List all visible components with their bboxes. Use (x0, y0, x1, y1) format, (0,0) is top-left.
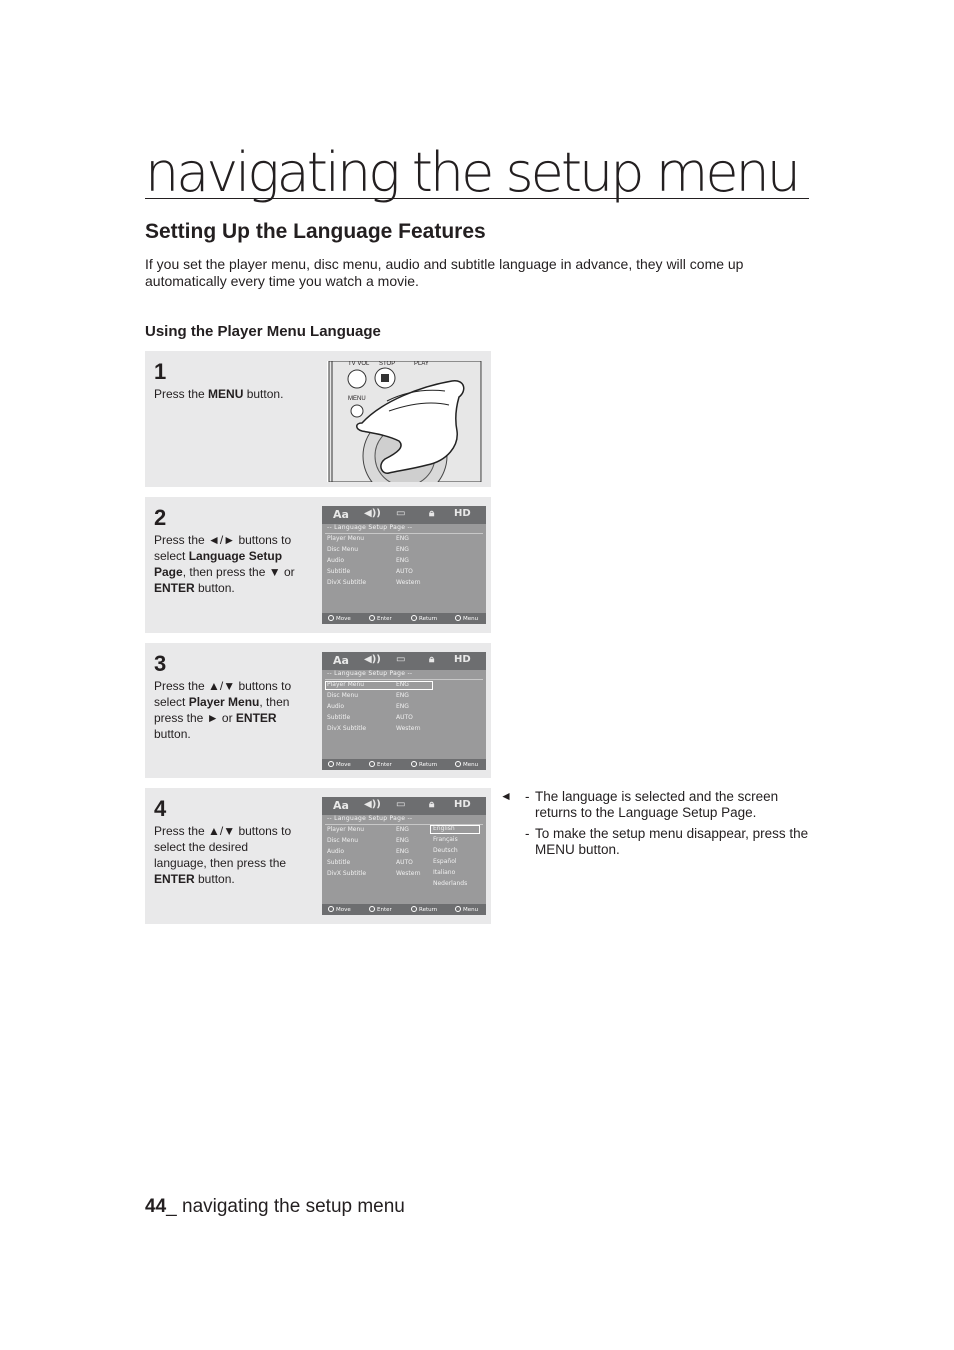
move-hint: Move (328, 761, 351, 768)
subsection-title: Using the Player Menu Language (145, 323, 381, 340)
osd-row-value: AUTO (396, 859, 413, 866)
step-number: 2 (154, 505, 167, 530)
divider (325, 533, 483, 534)
osd-row-value: ENG (396, 703, 409, 710)
hd-icon: HD (454, 654, 471, 665)
osd-row-label: DivX Subtitle (327, 725, 367, 732)
osd-row-value: ENG (396, 681, 409, 688)
enter-hint: Enter (369, 761, 392, 768)
osd-row-label: Audio (327, 848, 345, 855)
language-tab-icon: Aa (333, 508, 349, 521)
move-hint: Move (328, 615, 351, 622)
osd-row-value: Western (396, 870, 421, 877)
lock-icon: 🔒︎ (429, 654, 435, 665)
remote-label-tv-vol: TV VOL (348, 361, 370, 367)
osd-row-value: ENG (396, 535, 409, 542)
osd-row-value: ENG (396, 557, 409, 564)
language-option: Français (433, 836, 458, 843)
osd-row-label: DivX Subtitle (327, 870, 367, 877)
hd-icon: HD (454, 508, 471, 519)
remote-hand-icon (327, 361, 482, 482)
enter-icon (369, 761, 375, 767)
note-text: The language is selected and the screen returns to the Language Setup Page. (535, 789, 779, 820)
osd-row-label: Audio (327, 557, 345, 564)
move-icon (328, 615, 334, 621)
osd-row-value: ENG (396, 848, 409, 855)
page-footer (145, 1196, 405, 1218)
return-icon (411, 906, 417, 912)
step-4 (145, 788, 491, 924)
remote-label-menu: MENU (348, 396, 366, 402)
lock-icon: 🔒︎ (429, 508, 435, 519)
language-option: Español (433, 858, 457, 865)
language-tab-icon: Aa (333, 654, 349, 667)
osd-row-label: Subtitle (327, 568, 351, 575)
remote-control-illustration (327, 361, 482, 482)
remote-label-play: PLAY (414, 361, 429, 367)
step-number: 1 (154, 359, 167, 384)
osd-row-label: Subtitle (327, 714, 351, 721)
menu-hint: Menu (455, 761, 478, 768)
language-option: Italiano (433, 869, 456, 876)
step-instruction: Press the ◄/► buttons to select Language Setup Page, then press the ▼ or ENTER button. (154, 533, 295, 595)
osd-page-heading: -- Language Setup Page -- (327, 524, 413, 531)
step-1 (145, 351, 491, 487)
display-icon: ▭ (396, 508, 406, 519)
osd-footer (322, 759, 486, 770)
divider (325, 679, 483, 680)
enter-icon (369, 615, 375, 621)
move-hint: Move (328, 906, 351, 913)
note-item (525, 789, 815, 821)
speaker-icon: ◀)) (364, 654, 381, 665)
language-option: Nederlands (433, 880, 468, 887)
osd-row-value: ENG (396, 837, 409, 844)
bullet-dash: - (525, 789, 530, 804)
menu-hint: Menu (455, 615, 478, 622)
return-icon (411, 615, 417, 621)
display-icon: ▭ (396, 654, 406, 665)
step-number: 3 (154, 651, 167, 676)
osd-page-heading: -- Language Setup Page -- (327, 670, 413, 677)
osd-footer (322, 904, 486, 915)
osd-row-label: Disc Menu (327, 837, 359, 844)
osd-row-label: Player Menu (327, 826, 365, 833)
move-icon (328, 761, 334, 767)
menu-icon (455, 906, 461, 912)
osd-row-value: AUTO (396, 568, 413, 575)
osd-row-label: Disc Menu (327, 692, 359, 699)
osd-row-label: DivX Subtitle (327, 579, 367, 586)
note-text: To make the setup menu disappear, press the MENU button. (535, 826, 809, 857)
footer-separator: _ (166, 1196, 182, 1217)
move-icon (328, 906, 334, 912)
bullet-dash: - (525, 826, 530, 841)
speaker-icon: ◀)) (364, 799, 381, 810)
osd-screen (322, 797, 486, 915)
osd-row-value: Western (396, 579, 421, 586)
step-2 (145, 497, 491, 633)
menu-hint: Menu (455, 906, 478, 913)
menu-icon (455, 761, 461, 767)
return-hint: Return (411, 906, 437, 913)
page-number: 44 (145, 1196, 167, 1217)
language-option: Deutsch (433, 847, 458, 854)
osd-row-value: Western (396, 725, 421, 732)
language-tab-icon: Aa (333, 799, 349, 812)
return-icon (411, 761, 417, 767)
lock-icon: 🔒︎ (429, 799, 435, 810)
speaker-icon: ◀)) (364, 508, 381, 519)
osd-row-value: AUTO (396, 714, 413, 721)
osd-row-label: Player Menu (327, 535, 365, 542)
osd-screen (322, 506, 486, 624)
osd-row-label: Player Menu (327, 681, 365, 688)
osd-tab-bar (322, 506, 486, 524)
enter-hint: Enter (369, 615, 392, 622)
osd-row-label: Disc Menu (327, 546, 359, 553)
osd-row-value: ENG (396, 826, 409, 833)
chapter-title: navigating the setup menu (145, 146, 809, 199)
left-arrow-icon: ◄ (500, 789, 512, 803)
osd-row-value: ENG (396, 692, 409, 699)
osd-row-label: Audio (327, 703, 345, 710)
note-item (525, 826, 815, 858)
enter-hint: Enter (369, 906, 392, 913)
language-option: English (433, 825, 455, 832)
osd-tab-bar (322, 652, 486, 670)
display-icon: ▭ (396, 799, 406, 810)
step-3 (145, 643, 491, 778)
osd-footer (322, 613, 486, 624)
osd-screen (322, 652, 486, 770)
menu-icon (455, 615, 461, 621)
remote-label-stop: STOP (379, 361, 396, 367)
intro-paragraph: If you set the player menu, disc menu, audio and subtitle language in advance, they will come up automatically every time you watch a movie. (145, 256, 744, 289)
return-hint: Return (411, 761, 437, 768)
osd-row-label: Subtitle (327, 859, 351, 866)
step-number: 4 (154, 796, 167, 821)
enter-icon (369, 906, 375, 912)
hd-icon: HD (454, 799, 471, 810)
section-title: Setting Up the Language Features (145, 220, 486, 243)
footer-title: navigating the setup menu (182, 1196, 405, 1217)
step-instruction: Press the ▲/▼ buttons to select Player Menu, then press the ► or ENTER button. (154, 679, 292, 741)
return-hint: Return (411, 615, 437, 622)
step-instruction: Press the MENU button. (154, 387, 284, 401)
osd-tab-bar (322, 797, 486, 815)
osd-page-heading: -- Language Setup Page -- (327, 815, 413, 822)
step-instruction: Press the ▲/▼ buttons to select the desired language, then press the ENTER button. (154, 824, 292, 886)
osd-row-value: ENG (396, 546, 409, 553)
